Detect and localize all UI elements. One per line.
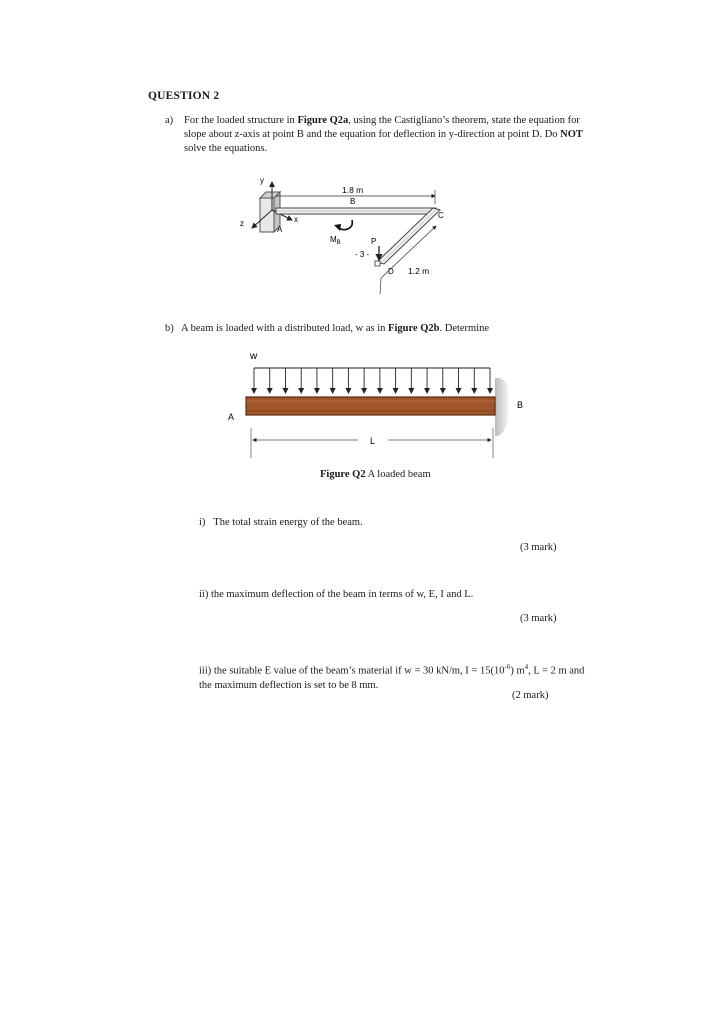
load-arrowhead [267,388,273,394]
load-arrowhead [361,388,367,394]
subpart-iii-text-2: ) m [510,665,525,677]
load-arrowhead [393,388,399,394]
beam-cd [377,208,440,264]
load-arrowhead [298,388,304,394]
part-b-figure-ref: Figure Q2b [388,323,440,334]
load-arrowhead [251,388,257,394]
part-a-text-3: solve the equations. [184,143,268,154]
figure-q2a [220,170,470,300]
beam [246,397,495,415]
load-arrowhead [424,388,430,394]
point-d-label: D [388,267,394,276]
load-p-label: P [371,237,377,246]
axis-x-label: x [294,215,298,224]
part-b-text-2: . Determine [439,323,490,334]
load-arrowhead [456,388,462,394]
subpart-iii-mark: (2 mark) [512,690,549,701]
point-d-marker [375,261,380,266]
load-arrowhead [377,388,383,394]
subpart-i-mark: (3 mark) [520,542,557,553]
part-a-label: a) [165,115,174,126]
subpart-ii-label: ii) [199,589,209,600]
subpart-i-label: i) [199,517,206,528]
distributed-load-arrows [251,368,493,394]
load-arrowhead [440,388,446,394]
length-l-label: L [370,436,376,446]
subpart-iii-text-3: , L = 2 m and the maximum deflection is set to be 8 mm. [199,665,585,691]
caption-text: A loaded beam [365,469,431,480]
part-a-not-word: NOT [560,129,583,140]
load-arrowhead [345,388,351,394]
part-a-text-2: , using the Castigliano’s theorem, state the equation for slope about z-axis at point B and the equation for deflection in y-direction at point D. Do [184,115,580,140]
subpart-iii-exp-2: 4 [524,663,529,671]
fixed-wall-b [495,378,509,436]
part-a-figure-ref: Figure Q2a [297,115,349,126]
beam-ab [276,208,436,214]
point-c-label: C [438,211,444,220]
figure-q2b [220,340,540,465]
part-b-label: b) [165,323,174,334]
dim-cd-label: 1.2 m [408,266,430,276]
end-a-label: A [228,412,235,422]
subpart-iii-text-1: the suitable E value of the beam’s material if w = 30 kN/m, I = 15(10 [213,665,505,677]
axis-z-label: z [240,219,244,228]
page-marker: - 3 - [355,250,370,259]
load-arrowhead [471,388,477,394]
moment-label: $M_B$ [330,235,341,246]
subpart-iii-label: iii) [199,665,212,677]
question-title: QUESTION 2 [148,90,220,102]
load-arrowhead [487,388,493,394]
caption-bold: Figure Q2 [320,469,366,480]
part-a-text-1: For the loaded structure in [184,115,298,126]
axis-y-label: y [260,176,264,185]
subpart-i [199,517,363,528]
subpart-i-text: The total strain energy of the beam. [213,517,363,528]
load-arrowhead [330,388,336,394]
figure-caption [320,469,431,480]
subpart-iii [199,660,589,693]
subpart-ii-text: the maximum deflection of the beam in terms of w, E, I and L. [210,589,474,600]
part-a-text [184,114,584,156]
load-arrowhead [282,388,288,394]
subpart-ii [199,589,473,600]
end-b-label: B [517,400,524,410]
load-arrowhead [314,388,320,394]
part-b-text [181,322,601,336]
moment-arrowhead [334,224,341,231]
subpart-iii-exp-1: -6 [504,663,511,671]
load-arrowhead [408,388,414,394]
point-a-label: A [277,225,283,234]
part-b-text-1: A beam is loaded with a distributed load, w as in [181,323,389,334]
load-w-label: w [250,351,258,362]
dim-ab-label: 1.8 m [342,185,364,195]
dim-cd-tick [380,278,381,294]
point-b-label: B [350,197,356,206]
subpart-ii-mark: (3 mark) [520,613,557,624]
